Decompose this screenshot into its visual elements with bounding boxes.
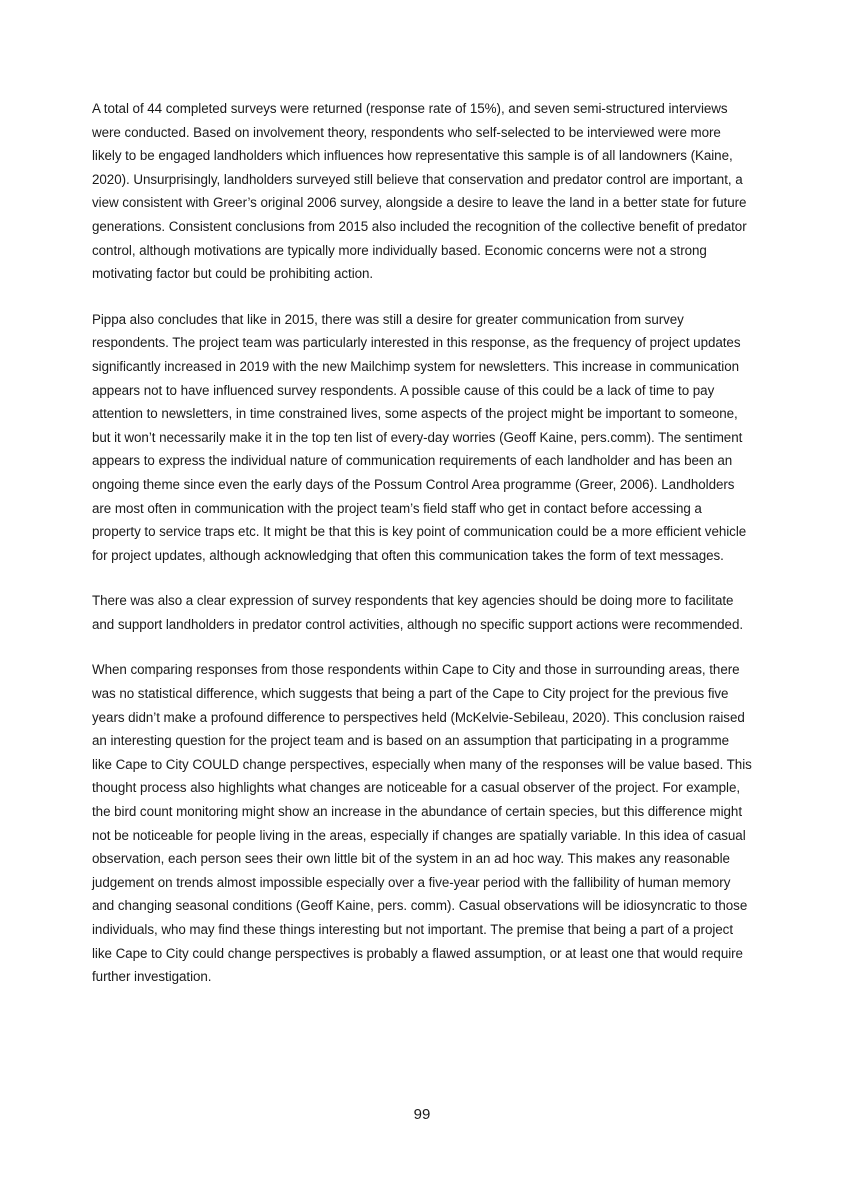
paragraph-comparison: When comparing responses from those respondents within Cape to City and those in surrounding areas, there was no statistical difference, which suggests that being a part of the Cape to City project for the previous five years didn’t make a profound difference to perspectives held (McKelvie-Sebileau, 2020). This conclusion raised an interesting question for the project team and is based on an assumption that participating in a programme like Cape to City COULD change perspectives, especially when many of the responses will be value based. This thought process also highlights what changes are noticeable for a casual observer of the project. For example, the bird count monitoring might show an increase in the abundance of certain species, but this difference might not be noticeable for people living in the areas, especially if changes are spatially variable. In this idea of casual observation, each person sees their own little bit of the system in an ad hoc way. This makes any reasonable judgement on trends almost impossible especially over a five-year period with the fallibility of human memory and changing seasonal conditions (Geoff Kaine, pers. comm). Casual observations will be idiosyncratic to those individuals, who may find these things interesting but not important. The premise that being a part of a project like Cape to City could change perspectives is probably a flawed assumption, or at least one that would require further investigation.: [92, 662, 752, 985]
paragraph-survey-results: A total of 44 completed surveys were returned (response rate of 15%), and seven semi-structured interviews were conducted. Based on involvement theory, respondents who self-selected to be interviewed were more likely to be engaged landholders which influences how representative this sample is of all landowners (Kaine, 2020). Unsurprisingly, landholders surveyed still believe that conservation and predator control are important, a view consistent with Greer’s original 2006 survey, alongside a desire to leave the land in a better state for future generations. Consistent conclusions from 2015 also included the recognition of the collective benefit of predator control, although motivations are typically more individually based. Economic concerns were not a strong motivating factor but could be prohibiting action.: [92, 101, 747, 282]
paragraph-agency-support: There was also a clear expression of survey respondents that key agencies should be doing more to facilitate and support landholders in predator control activities, although no specific support actions were recommended.: [92, 593, 744, 632]
paragraph-communication: Pippa also concludes that like in 2015, there was still a desire for greater communication from survey respondents. The project team was particularly interested in this response, as the frequency of project updates significantly increased in 2019 with the new Mailchimp system for newsletters. This increase in communication appears not to have influenced survey respondents. A possible cause of this could be a lack of time to pay attention to newsletters, in time constrained lives, some aspects of the project might be important to someone, but it won’t necessarily make it in the top ten list of every-day worries (Geoff Kaine, pers.comm). The sentiment appears to express the individual nature of communication requirements of each landholder and has been an ongoing theme since even the early days of the Possum Control Area programme (Greer, 2006). Landholders are most often in communication with the project team’s field staff who get in contact before accessing a property to service traps etc. It might be that this is key point of communication could be a more efficient vehicle for project updates, although acknowledging that often this communication takes the form of text messages.: [92, 311, 747, 563]
page-number: 99: [413, 1106, 431, 1123]
document-body: [92, 97, 752, 1011]
